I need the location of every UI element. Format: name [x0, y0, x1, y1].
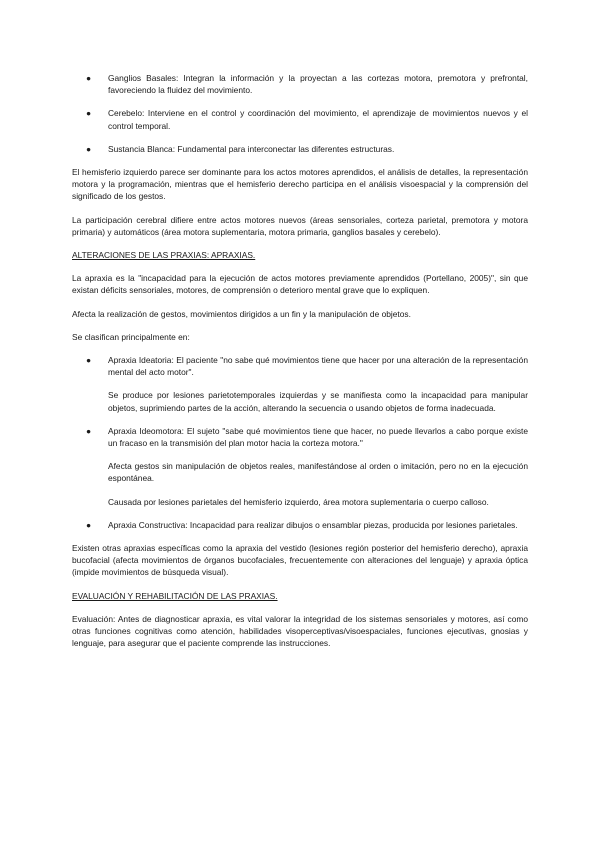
- paragraph-evaluacion: Evaluación: Antes de diagnosticar apraxia, es vital valorar la integridad de los sistemas sensoriales y motores, así como otras funciones cognitivas como atención, habilidades visoperceptivas/visoespaciales, funciones ejecutivas, gnosias y lenguaje, para asegurar que el paciente comprende las instrucciones.: [72, 613, 528, 649]
- paragraph-afecta: Afecta la realización de gestos, movimientos dirigidos a un fin y la manipulación de objetos.: [72, 308, 411, 319]
- bullet-icon: ●: [86, 425, 92, 436]
- document-page: [72, 72, 528, 661]
- list-item-detail: Se produce por lesiones parietotemporales izquierdas y se manifiesta como la incapacidad para manipular objetos, suprimiendo partes de la acción, alterando la secuencia o usando objetos de forma inadecuada.: [108, 390, 528, 413]
- bullet-icon: ●: [86, 519, 92, 530]
- paragraph-clasifican: Se clasifican principalmente en:: [72, 331, 190, 342]
- paragraph-hemisferio: El hemisferio izquierdo parece ser dominante para los actos motores aprendidos, el análisis de detalles, la representación motora y la programación, mientras que el hemisferio derecho participa en el análisis visoespacial y la comprensión del significado de los gestos.: [72, 167, 528, 202]
- list-item-detail: Afecta gestos sin manipulación de objetos reales, manifestándose al orden o imitación, pero no en la ejecución espontánea.: [108, 461, 528, 484]
- list-item-text: Apraxia Ideatoria: El paciente "no sabe qué movimientos tiene que hacer por una alteración de la representación mental del acto motor".: [108, 355, 528, 378]
- bullet-icon: ●: [86, 73, 92, 83]
- list-item-apraxia-ideatoria: [72, 354, 528, 414]
- list-item-apraxia-constructiva: [72, 519, 528, 531]
- list-item-text: Apraxia Ideomotora: El sujeto "sabe qué movimientos tiene que hacer, no puede llevarlos a cabo porque existe un fracaso en la transmisión del plan motor hacia la corteza motora.": [108, 425, 528, 449]
- section-heading-evaluacion: EVALUACIÓN Y REHABILITACIÓN DE LAS PRAXIAS.: [72, 590, 278, 601]
- list-item-text: Sustancia Blanca: Fundamental para interconectar las diferentes estructuras.: [108, 143, 395, 154]
- list-item-text: Apraxia Constructiva: Incapacidad para realizar dibujos o ensamblar piezas, producida por lesiones parietales.: [108, 519, 518, 530]
- bullet-icon: ●: [86, 108, 92, 119]
- paragraph-apraxia-definicion: La apraxia es la "incapacidad para la ejecución de actos motores previamente aprendidos (Portellano, 2005)", sin que existan déficits sensoriales, motores, de comprensión o deterioro mental grave que lo expliquen.: [72, 273, 528, 296]
- paragraph-otras-apraxias: Existen otras apraxias específicas como la apraxia del vestido (lesiones región posterior del hemisferio derecho), apraxia bucofacial (afecta movimientos de órganos bucofaciales, frecuentemente con alteraciones del lenguaje) y apraxia óptica (impide movimientos de búsqueda visual).: [72, 543, 528, 578]
- bullet-icon: ●: [86, 355, 92, 366]
- list-item-ganglios: [72, 72, 528, 96]
- list-item-text: Ganglios Basales: Integran la información y la proyectan a las cortezas motora, premotora y prefrontal, favoreciendo la fluidez del movimiento.: [108, 73, 528, 96]
- list-item-cerebelo: [72, 107, 528, 131]
- list-item-apraxia-ideomotora: [72, 425, 528, 508]
- bullet-icon: ●: [86, 143, 92, 154]
- list-item-text: Cerebelo: Interviene en el control y coordinación del movimiento, el aprendizaje de movimientos nuevos y el control temporal.: [108, 108, 528, 131]
- paragraph-participacion: La participación cerebral difiere entre actos motores nuevos (áreas sensoriales, corteza parietal, premotora y motora primaria) y automáticos (área motora suplementaria, motora primaria, ganglios basales y cerebelo).: [72, 214, 528, 237]
- list-item-sustancia-blanca: [72, 143, 528, 155]
- list-item-detail: Causada por lesiones parietales del hemisferio izquierdo, área motora suplementaria o cuerpo calloso.: [108, 496, 489, 507]
- section-heading-alteraciones: ALTERACIONES DE LAS PRAXIAS: APRAXIAS.: [72, 250, 256, 261]
